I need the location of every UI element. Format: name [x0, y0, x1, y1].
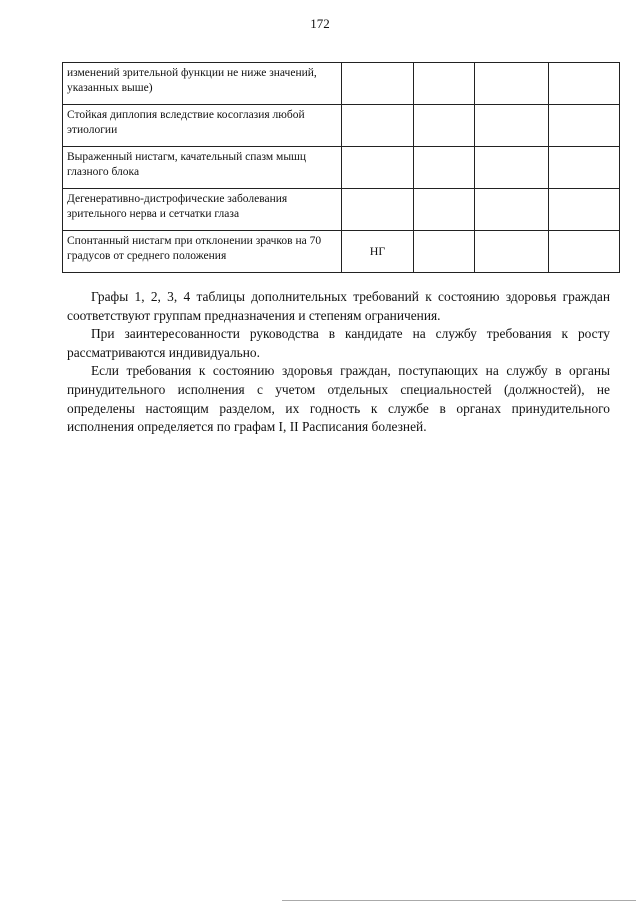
column-4-cell — [549, 231, 620, 273]
condition-cell: Спонтанный нистагм при отклонении зрачков на 70 градусов от среднего положения — [63, 231, 342, 273]
column-2-cell — [414, 231, 475, 273]
condition-cell: Выраженный нистагм, качательный спазм мышц глазного блока — [63, 147, 342, 189]
paragraph-fitness-note: Если требования к состоянию здоровья граждан, поступающих на службу в органы принудительного исполнения с учетом отдельных специальностей (должностей), не определены настоящим разделом, их годность к службе в органах принудительного исполнения определяется по графам I, II Расписания болезней. — [67, 363, 610, 435]
column-3-cell — [475, 147, 549, 189]
paragraph-height-note: При заинтересованности руководства в кандидате на службу требования к росту рассматриваются индивидуально. — [67, 326, 610, 360]
table-row — [63, 63, 620, 105]
body-text — [67, 288, 610, 437]
column-3-cell — [475, 189, 549, 231]
table-row — [63, 189, 620, 231]
column-2-cell — [414, 105, 475, 147]
column-1-cell — [342, 63, 414, 105]
column-1-cell — [342, 189, 414, 231]
table-row — [63, 105, 620, 147]
column-1-cell — [342, 105, 414, 147]
column-2-cell — [414, 189, 475, 231]
table-row — [63, 231, 620, 273]
column-4-cell — [549, 63, 620, 105]
column-4-cell — [549, 147, 620, 189]
paragraph-columns-note: Графы 1, 2, 3, 4 таблицы дополнительных требований к состоянию здоровья граждан соответствуют группам предназначения и степеням ограничения. — [67, 289, 610, 323]
column-3-cell — [475, 63, 549, 105]
page-number: 172 — [310, 16, 330, 31]
requirements-table — [62, 62, 620, 273]
column-4-cell — [549, 105, 620, 147]
table-row — [63, 147, 620, 189]
condition-cell: Стойкая диплопия вследствие косоглазия любой этиологии — [63, 105, 342, 147]
column-1-cell: НГ — [342, 231, 414, 273]
column-4-cell — [549, 189, 620, 231]
column-2-cell — [414, 147, 475, 189]
bottom-divider — [282, 900, 636, 901]
condition-cell: изменений зрительной функции не ниже значений, указанных выше) — [63, 63, 342, 105]
condition-cell: Дегенеративно-дистрофические заболевания зрительного нерва и сетчатки глаза — [63, 189, 342, 231]
column-3-cell — [475, 105, 549, 147]
column-1-cell — [342, 147, 414, 189]
column-2-cell — [414, 63, 475, 105]
column-3-cell — [475, 231, 549, 273]
